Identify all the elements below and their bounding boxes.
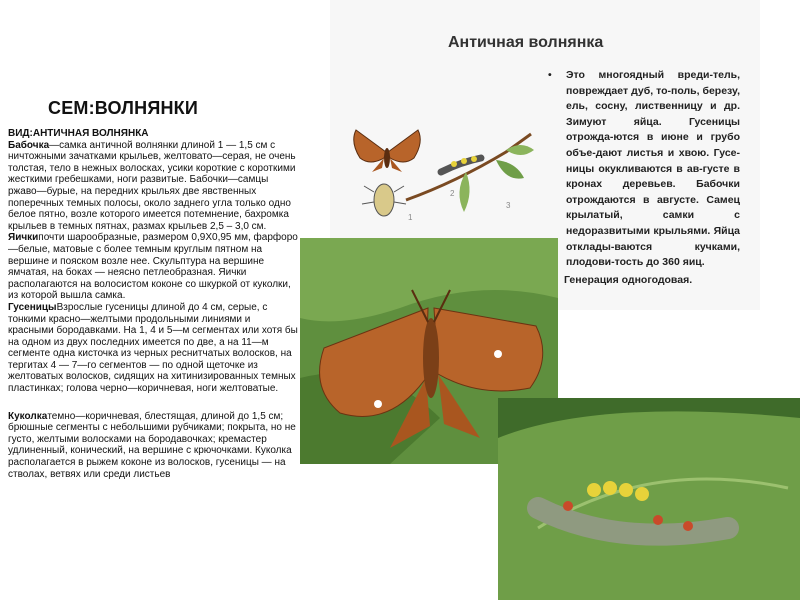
bullet-dot-icon: •	[548, 69, 552, 81]
panel-title: Античная волнянка	[448, 34, 604, 51]
butterfly-paragraph	[8, 140, 298, 233]
eggs-text: почти шарообразные, размером 0,9Х0,95 мм, фарфоро—белые, матовые с более темным круглым пятном на вершине и пояском возле нее. Скульптура на вершине ямчатая, на боках — неясно петлеобразная. Яички располагаются на волосистом коконе со шкуркой от куколки, из которой вышла самка.	[8, 232, 298, 302]
female-moth-illustration-icon	[362, 184, 406, 216]
description-column	[8, 128, 298, 480]
page-heading: СЕМ:ВОЛНЯНКИ	[48, 98, 198, 118]
bullet-text: Это многоядный вреди-тель, повреждает дуб, то-поль, березу, ель, сосну, лиственницу и др. Зимуют яйца. Гусеницы отрожда-ются в июне и грубо объе-дают листья и хвою. Гусе-ницы окукливаются в ав-густе в кронах деревьев. Бабочки отрождаются в августе. Самец крылатый, самки с недоразвитыми крыльями. Яйца отклады-ваются кучками, плодови-тость до 360 яиц.	[566, 69, 740, 269]
eggs-label: Яички	[8, 232, 39, 244]
eggs-paragraph	[8, 232, 298, 302]
pupa-text: темно—коричневая, блестящая, длиной до 1,5 см; брюшные сегменты с небольшими рубчиками; покрыта, но не густо, желтыми волосками на бородавочках; кремастер удлиненный, конический, на вершине с крючочками. Куколка располагается в рыжем коконе из волосков, гусеницы — на стволах, ветвях или среди листьев	[8, 410, 296, 480]
bullet-list	[548, 68, 740, 288]
pupa-label: Куколка	[8, 410, 48, 422]
pupa-paragraph	[8, 411, 298, 481]
moth-illustration-icon	[354, 130, 421, 172]
butterfly-text: —самка античной волнянки длиной 1 — 1,5 см с ничтожными зачатками крыльев, желтовато—серая, не очень толстая, тело в нежных волосках, усики короткие с короткими жесткими гребешками, ноги развитые. Бабочки—самцы ржаво—бурые, на передних крыльях две явственных поперечных темных полосы, около заднего угла только одно белое пятно, возле которого имеется потемнение, бахромка крыльев в темных пятнах, размах крыльев 2,5 – 3,0 см.	[8, 139, 296, 232]
butterfly-label: Бабочка	[8, 139, 50, 151]
figure-number-2: 2	[450, 189, 455, 198]
caterpillar-label: Гусеницы	[8, 301, 57, 313]
generation-line: Генерация одногодовая.	[564, 273, 693, 286]
lifecycle-illustration	[346, 112, 536, 230]
figure-number-1: 1	[408, 213, 413, 222]
bullet-item	[548, 68, 740, 271]
species-line: ВИД:АНТИЧНАЯ ВОЛНЯНКА	[8, 128, 149, 139]
caterpillar-text: Взрослые гусеницы длиной до 4 см, серые, с тонкими красно—желтыми продольными линиями и красными бородавками. На 1, 4 и 5—м сегментах или хотя бы на одном из двух последних имеется по две, а на 11—м сегменте одна кисточка из черных реснитчатых волосков, на тергитах 4 — 7—го сегментов — по одной щеточке из желтоватых волосков, сидящих на хитинизированных темных пластинках; голова черно—коричневая, ноги желтоватые.	[8, 301, 298, 395]
caterpillar-paragraph	[8, 302, 298, 395]
caterpillar-photo	[498, 398, 800, 600]
branch-illustration-icon	[406, 134, 534, 212]
figure-number-3: 3	[506, 201, 511, 210]
